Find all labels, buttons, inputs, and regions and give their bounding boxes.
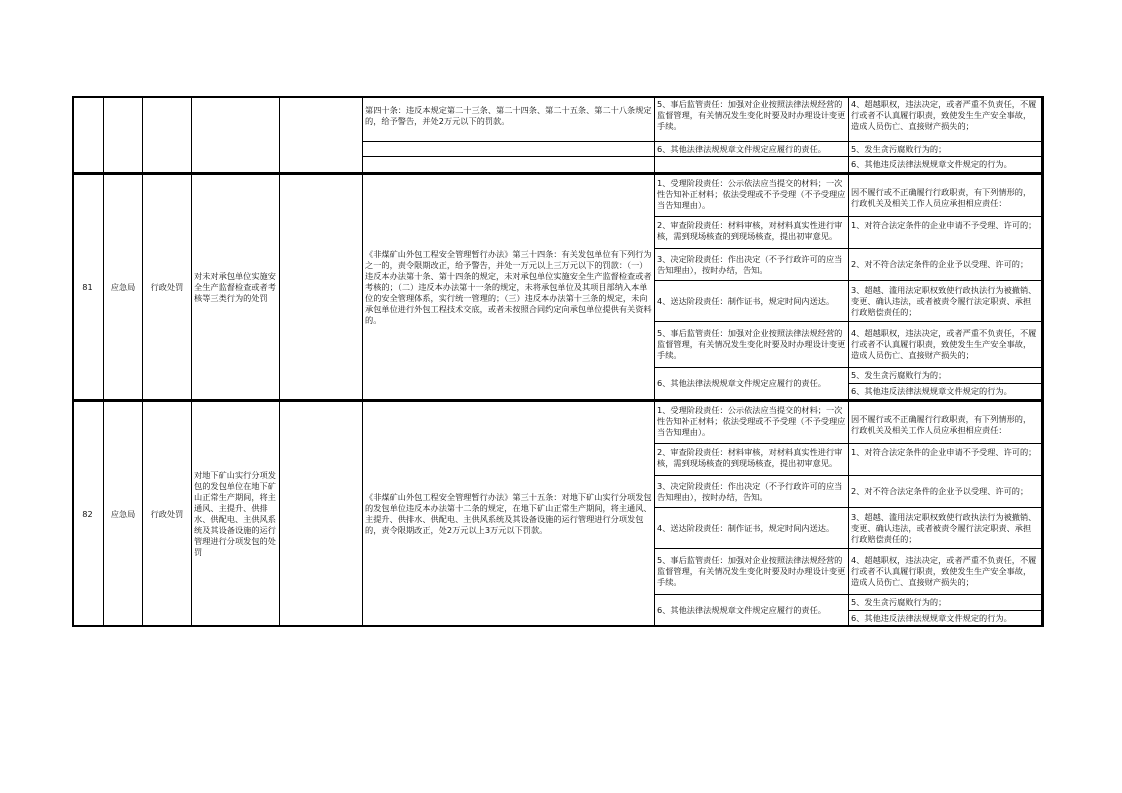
liability-text: 因不履行或不正确履行行政职责，有下列情形的，行政机关及相关工作人员应承担相应责任：	[851, 187, 1032, 208]
table-cell-basis	[363, 96, 655, 142]
duty-cell	[655, 368, 849, 400]
basis-text: 《非煤矿山外包工程安全管理暂行办法》第三十四条：有关发包单位有下列行为之一的，责令限期改正，给予警告，并处一万元以上三万元以下的罚款：（一）违反本办法第十条、第十四条的规定，未对承包单位实施安全生产监督检查或者考核的；（二）违反本办法第十一条的规定，未将承包单位及其项目部纳入本单位的安全管理体系，实行统一管理的；（三）违反本办法第十三条的规定，未向承包单位进行外包工程技术交底，或者未按照合同约定向承包单位提供有关资料的。	[365, 248, 652, 325]
table-cell-basis-sub	[363, 142, 655, 157]
duty-cell	[655, 322, 849, 368]
liability-text: 3、超越、滥用法定职权致使行政执法行为被撤销、变更、确认违法，或者被责令履行法定职责、承担行政赔偿责任的；	[851, 511, 1037, 544]
table-cell-dept	[104, 96, 143, 173]
duty-cell	[655, 595, 849, 627]
duty-cell	[655, 281, 849, 322]
liability-cell	[849, 384, 1042, 400]
duty-text: 1、受理阶段责任：公示依法应当提交的材料；一次性告知补正材料；依法受理或不予受理（不予受理应当告知理由）。	[657, 178, 846, 210]
liability-text: 4、超越职权，违法决定，或者严重不负责任，不履行或者不认真履行职责，致使发生生产安全事故，造成人员伤亡、直接财产损失的；	[851, 555, 1037, 587]
liability-cell	[849, 400, 1042, 444]
liability-cell	[849, 142, 1042, 157]
table-cell-blank	[280, 400, 363, 627]
duty-text: 6、其他法律法规规章文件规定应履行的责任。	[657, 378, 826, 388]
basis-text: 第四十条：违反本规定第二十三条、第二十四条、第二十五条、第二十八条规定的，给予警告，并处2万元以下的罚款。	[365, 105, 652, 126]
duty-text: 4、送达阶段责任：制作证书，规定时间内送达。	[657, 295, 835, 306]
liability-text: 6、其他违反法律法规规章文件规定的行为。	[851, 613, 1012, 623]
table-cell-type	[143, 173, 192, 400]
duty-text: 4、送达阶段责任：制作证书，规定时间内送达。	[657, 522, 835, 533]
duty-cell	[655, 444, 849, 476]
liability-text: 5、发生贪污腐败行为的；	[851, 143, 947, 154]
liability-cell	[849, 444, 1042, 476]
duty-text: 2、审查阶段责任：材料审核，对材料真实性进行审核，需到现场核查的到现场核查，提出初审意见。	[657, 220, 843, 241]
liability-text: 4、超越职权，违法决定，或者严重不负责任，不履行或者不认真履行职责，致使发生生产安全事故，造成人员伤亡、直接财产损失的；	[851, 99, 1037, 131]
table-cell-no	[72, 96, 104, 173]
liability-cell	[849, 157, 1042, 173]
liability-cell	[849, 281, 1042, 322]
row-number: 81	[82, 281, 93, 292]
liability-text: 2、对不符合法定条件的企业予以受理、许可的；	[851, 259, 1029, 269]
table-cell-item	[192, 96, 280, 173]
table-cell-item	[192, 173, 280, 400]
table-cell-dept	[104, 400, 143, 627]
item-name: 对地下矿山实行分项发包的发包单位在地下矿山正常生产期间，将主通风、主提升、供排水、供配电、主供风系统及其设备设施的运行管理进行分项发包的处罚	[194, 470, 276, 557]
duty-cell	[655, 157, 849, 173]
duty-text: 6、其他法律法规规章文件规定应履行的责任。	[657, 143, 826, 154]
department-name: 应急局	[110, 281, 136, 292]
liability-text: 5、发生贪污腐败行为的；	[851, 370, 947, 380]
liability-cell	[849, 96, 1042, 142]
duty-text: 5、事后监管责任：加强对企业按照法律法规经营的监督管理，有关情况发生变化时要及时办理设计变更手续。	[657, 555, 846, 587]
table-cell-blank	[280, 173, 363, 400]
liability-text: 4、超越职权，违法决定，或者严重不负责任，不履行或者不认真履行职责，致使发生生产安全事故，造成人员伤亡、直接财产损失的；	[851, 328, 1037, 360]
table-cell-type	[143, 400, 192, 627]
liability-text: 5、发生贪污腐败行为的；	[851, 597, 947, 607]
power-type: 行政处罚	[150, 508, 184, 519]
liability-cell	[849, 549, 1042, 595]
duty-cell	[655, 142, 849, 157]
duty-text: 6、其他法律法规规章文件规定应履行的责任。	[657, 605, 826, 615]
duty-text: 2、审查阶段责任：材料审核，对材料真实性进行审核，需到现场核查的到现场核查，提出初审意见。	[657, 447, 843, 468]
power-type: 行政处罚	[150, 281, 184, 292]
liability-text: 1、对符合法定条件的企业申请不予受理、许可的；	[851, 220, 1037, 230]
duty-text: 3、决定阶段责任：作出决定（不予行政许可的应当告知理由），按时办结，告知。	[657, 253, 843, 275]
liability-text: 1、对符合法定条件的企业申请不予受理、许可的；	[851, 447, 1037, 457]
department-name: 应急局	[110, 508, 136, 519]
table-cell-no	[72, 173, 104, 400]
table-cell-blank	[280, 96, 363, 173]
duty-text: 5、事后监管责任：加强对企业按照法律法规经营的监督管理，有关情况发生变化时要及时办理设计变更手续。	[657, 99, 846, 131]
liability-cell	[849, 368, 1042, 384]
table-cell-no	[72, 400, 104, 627]
liability-cell	[849, 595, 1042, 611]
duty-cell	[655, 476, 849, 508]
duty-cell	[655, 249, 849, 281]
liability-text: 3、超越、滥用法定职权致使行政执法行为被撤销、变更、确认违法，或者被责令履行法定职责、承担行政赔偿责任的；	[851, 284, 1037, 317]
liability-cell	[849, 322, 1042, 368]
table-cell-basis	[363, 173, 655, 400]
table-cell-basis	[363, 400, 655, 627]
liability-cell	[849, 249, 1042, 281]
liability-text: 因不履行或不正确履行行政职责，有下列情形的，行政机关及相关工作人员应承担相应责任：	[851, 414, 1032, 435]
duty-cell	[655, 400, 849, 444]
item-name: 对未对承包单位实施安全生产监督检查或者考核等三类行为的处罚	[194, 270, 276, 303]
liability-cell	[849, 508, 1042, 549]
duty-cell	[655, 217, 849, 249]
duty-text: 3、决定阶段责任：作出决定（不予行政许可的应当告知理由），按时办结，告知。	[657, 480, 843, 502]
liability-text: 6、其他违反法律法规规章文件规定的行为。	[851, 159, 1012, 169]
duty-cell	[655, 508, 849, 549]
basis-text: 《非煤矿山外包工程安全管理暂行办法》第三十五条：对地下矿山实行分项发包的发包单位违反本办法第十二条的规定，在地下矿山正常生产期间，将主通风、主提升、供排水、供配电、主供风系统及其设备设施的运行管理进行分项发包的，责令限期改正，处2万元以上3万元以下罚款。	[365, 492, 652, 535]
responsibility-table	[72, 96, 1044, 627]
liability-cell	[849, 476, 1042, 508]
duty-cell	[655, 549, 849, 595]
liability-cell	[849, 611, 1042, 627]
duty-text: 1、受理阶段责任：公示依法应当提交的材料；一次性告知补正材料；依法受理或不予受理（不予受理应当告知理由）。	[657, 405, 846, 437]
table-cell-item	[192, 400, 280, 627]
table-cell-basis-sub	[363, 157, 655, 173]
duty-cell	[655, 173, 849, 217]
liability-cell	[849, 173, 1042, 217]
table-cell-dept	[104, 173, 143, 400]
liability-text: 6、其他违反法律法规规章文件规定的行为。	[851, 386, 1012, 396]
liability-cell	[849, 217, 1042, 249]
row-number: 82	[82, 508, 93, 519]
duty-text: 5、事后监管责任：加强对企业按照法律法规经营的监督管理，有关情况发生变化时要及时办理设计变更手续。	[657, 328, 846, 360]
duty-cell	[655, 96, 849, 142]
liability-text: 2、对不符合法定条件的企业予以受理、许可的；	[851, 486, 1029, 496]
table-cell-type	[143, 96, 192, 173]
